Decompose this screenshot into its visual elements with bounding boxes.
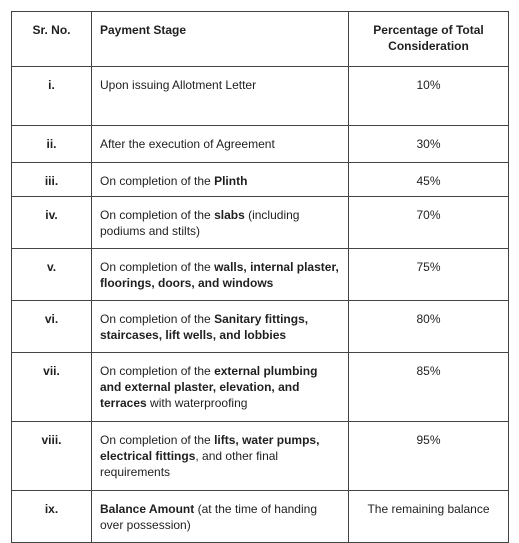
table-row bbox=[12, 67, 509, 126]
cell-payment-stage bbox=[92, 491, 349, 543]
cell-payment-stage bbox=[92, 249, 349, 301]
stage-text: with waterproofing bbox=[146, 396, 248, 410]
stage-text-bold: Balance Amount bbox=[100, 502, 195, 516]
cell-payment-stage bbox=[92, 353, 349, 422]
table-row bbox=[12, 197, 509, 249]
cell-sr-no: ix. bbox=[12, 491, 92, 543]
cell-payment-stage bbox=[92, 422, 349, 491]
cell-percentage: 85% bbox=[349, 353, 509, 422]
header-payment-stage: Payment Stage bbox=[92, 12, 349, 67]
cell-sr-no: v. bbox=[12, 249, 92, 301]
table-row bbox=[12, 163, 509, 197]
table-row bbox=[12, 126, 509, 163]
cell-sr-no: ii. bbox=[12, 126, 92, 163]
cell-payment-stage bbox=[92, 301, 349, 353]
payment-schedule-table bbox=[11, 11, 509, 543]
cell-payment-stage bbox=[92, 197, 349, 249]
cell-percentage: 30% bbox=[349, 126, 509, 163]
cell-sr-no: vii. bbox=[12, 353, 92, 422]
cell-percentage: 95% bbox=[349, 422, 509, 491]
cell-sr-no: i. bbox=[12, 67, 92, 126]
header-percentage: Percentage of Total Consideration bbox=[349, 12, 509, 67]
cell-percentage: 45% bbox=[349, 163, 509, 197]
table-row bbox=[12, 301, 509, 353]
stage-text-bold: Sanitary fittings, staircases, lift wells, and lobbies bbox=[100, 312, 309, 342]
stage-text-bold: walls, internal plaster, floorings, doors, and windows bbox=[100, 260, 339, 290]
stage-text: On completion of the bbox=[100, 364, 215, 378]
stage-text: (including podiums and stilts) bbox=[100, 208, 300, 238]
stage-text-bold: Plinth bbox=[214, 174, 248, 188]
stage-text: On completion of the bbox=[100, 174, 215, 188]
stage-text: On completion of the bbox=[100, 260, 215, 274]
cell-payment-stage bbox=[92, 67, 349, 126]
stage-text-bold: lifts, water pumps, electrical fittings bbox=[100, 433, 320, 463]
cell-percentage: 80% bbox=[349, 301, 509, 353]
stage-text: On completion of the bbox=[100, 208, 215, 222]
stage-text-bold: slabs bbox=[214, 208, 245, 222]
stage-text: , and other final requirements bbox=[100, 449, 279, 479]
cell-sr-no: iii. bbox=[12, 163, 92, 197]
cell-payment-stage bbox=[92, 163, 349, 197]
cell-sr-no: iv. bbox=[12, 197, 92, 249]
cell-percentage: The remaining balance bbox=[349, 491, 509, 543]
table-row bbox=[12, 353, 509, 422]
stage-text-bold: external plumbing and external plaster, elevation, and terraces bbox=[100, 364, 318, 410]
cell-percentage: 75% bbox=[349, 249, 509, 301]
cell-sr-no: vi. bbox=[12, 301, 92, 353]
table-row bbox=[12, 249, 509, 301]
table-row bbox=[12, 422, 509, 491]
cell-sr-no: viii. bbox=[12, 422, 92, 491]
stage-text: On completion of the bbox=[100, 312, 215, 326]
header-sr-no: Sr. No. bbox=[12, 12, 92, 67]
payment-schedule bbox=[11, 11, 509, 543]
stage-text: On completion of the bbox=[100, 433, 215, 447]
cell-percentage: 70% bbox=[349, 197, 509, 249]
stage-text: Upon issuing Allotment Letter bbox=[100, 78, 257, 92]
table-row bbox=[12, 491, 509, 543]
stage-text: (at the time of handing over possession) bbox=[100, 502, 317, 532]
cell-payment-stage bbox=[92, 126, 349, 163]
cell-percentage: 10% bbox=[349, 67, 509, 126]
stage-text: After the execution of Agreement bbox=[100, 137, 275, 151]
header-row bbox=[12, 12, 509, 67]
